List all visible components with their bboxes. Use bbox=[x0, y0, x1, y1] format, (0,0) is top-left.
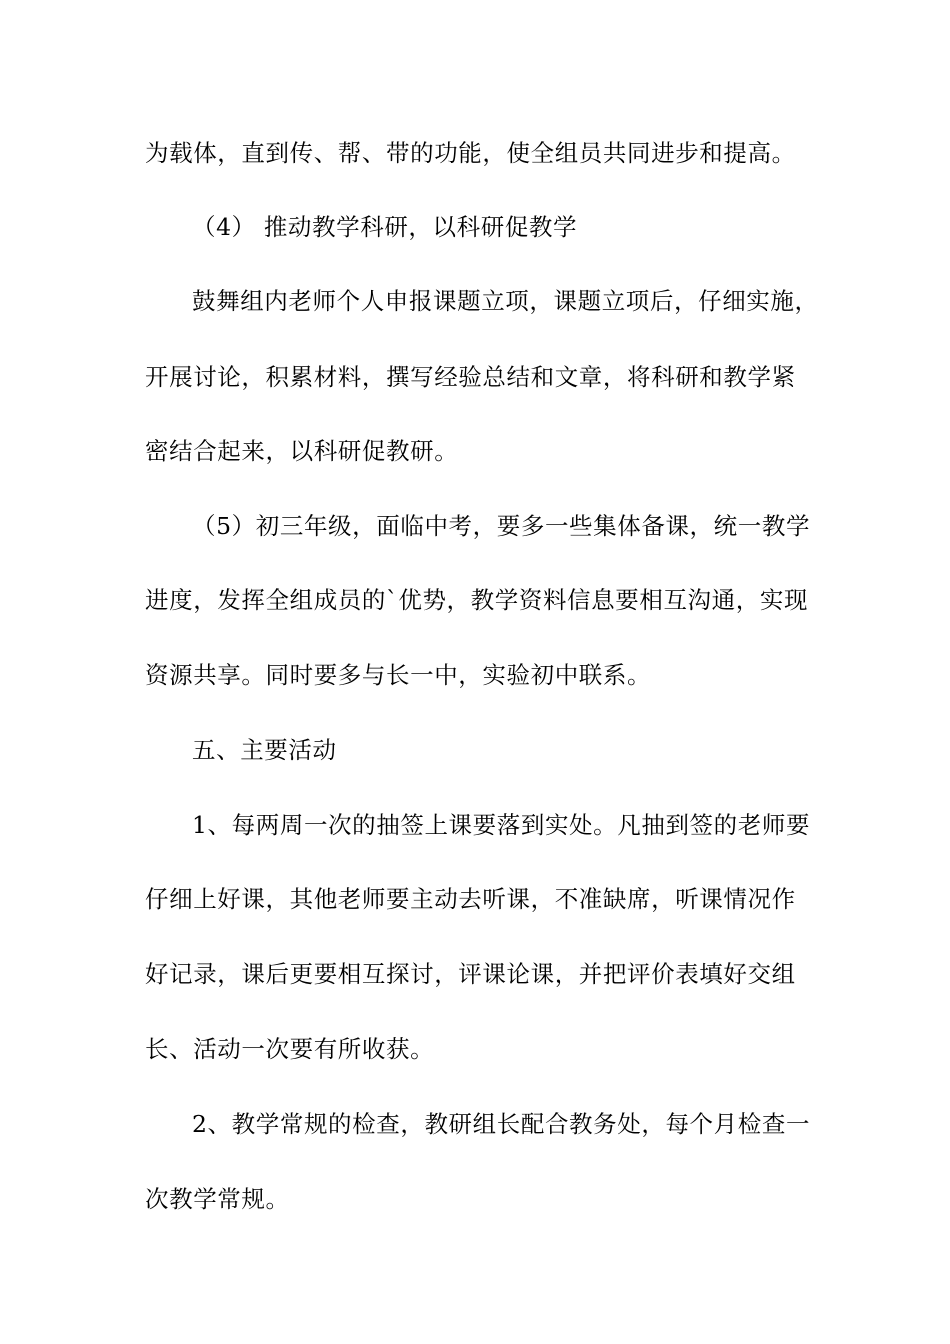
text-line: 好记录，课后更要相互探讨，评课论课，并把评价表填好交组 bbox=[145, 960, 796, 988]
text-line: 2、教学常规的检查，教研组长配合教务处，每个月检查一 bbox=[192, 1110, 811, 1138]
text-line: 进度，发挥全组成员的`优势，教学资料信息要相互沟通，实现 bbox=[145, 586, 809, 614]
text-line: 密结合起来，以科研促教研。 bbox=[145, 437, 459, 465]
text-line: 1、每两周一次的抽签上课要落到实处。凡抽到签的老师要 bbox=[192, 811, 811, 839]
text-line: 长、活动一次要有所收获。 bbox=[145, 1035, 435, 1063]
text-line: 仔细上好课，其他老师要主动去听课，不准缺席，听课情况作 bbox=[145, 885, 796, 913]
text-line: （5）初三年级，面临中考，要多一些集体备课，统一教学 bbox=[192, 512, 811, 540]
text-line: 次教学常规。 bbox=[145, 1185, 290, 1213]
subsection-heading: （4） 推动教学科研，以科研促教学 bbox=[192, 213, 578, 241]
section-heading: 五、主要活动 bbox=[192, 736, 337, 764]
text-line: 为载体，直到传、帮、带的功能，使全组员共同进步和提高。 bbox=[145, 139, 796, 167]
text-line: 鼓舞组内老师个人申报课题立项，课题立项后，仔细实施， bbox=[192, 287, 819, 315]
text-line: 资源共享。同时要多与长一中，实验初中联系。 bbox=[145, 661, 652, 689]
text-line: 开展讨论，积累材料，撰写经验总结和文章，将科研和教学紧 bbox=[145, 363, 796, 391]
